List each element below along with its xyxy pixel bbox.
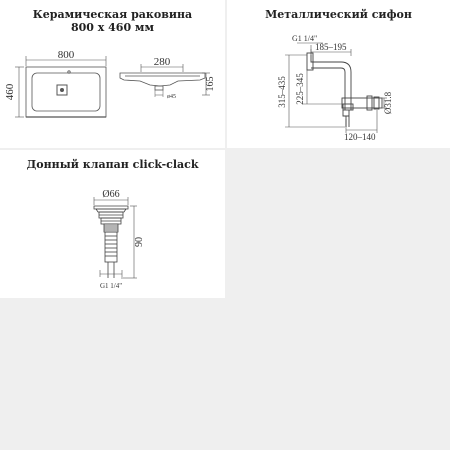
sink-top-view [26,67,106,117]
sink-drain-dimension [155,90,163,97]
valve-thread-dimension [100,270,122,277]
valve-title: Донный клапан click-clack [26,158,199,171]
siphon-inner-height-dimension [303,70,343,104]
valve-drawing [0,150,225,298]
valve-height-label: 90 [134,237,145,247]
sink-drawing [0,0,225,148]
sink-height-dimension [15,67,24,117]
siphon-bottom-range-dimension [346,110,377,133]
siphon-total-height-dimension [285,55,345,127]
sink-drain-label: ø45 [167,94,176,100]
siphon-pipe [307,53,382,127]
siphon-inner-height-label: 225–345 [295,73,305,105]
siphon-top-range-label: 185–195 [315,42,347,52]
sink-depth-label: 280 [153,56,171,68]
siphon-drawing [227,0,450,148]
sink-height-label: 460 [4,83,16,101]
sink-panel [0,0,225,148]
valve-body [94,206,128,278]
siphon-bottom-range-label: 120–140 [344,132,376,142]
sink-width-label: 800 [57,49,75,61]
valve-diameter-label: Ø66 [102,189,120,200]
valve-thread-label: G1 1/4" [99,282,123,290]
valve-panel [0,150,225,298]
sink-title: Керамическая раковина [32,8,193,21]
siphon-total-height-label: 315–435 [277,76,287,108]
sink-side-height-label: 165 [205,76,216,92]
siphon-thread-label: G1 1/4" [292,34,318,43]
siphon-pipe-diameter-label: Ø31.8 [383,91,393,115]
siphon-title: Металлический сифон [265,8,412,21]
sink-side-view [120,73,205,90]
siphon-panel [227,0,450,148]
sink-subtitle: 800 x 460 мм [70,21,155,34]
